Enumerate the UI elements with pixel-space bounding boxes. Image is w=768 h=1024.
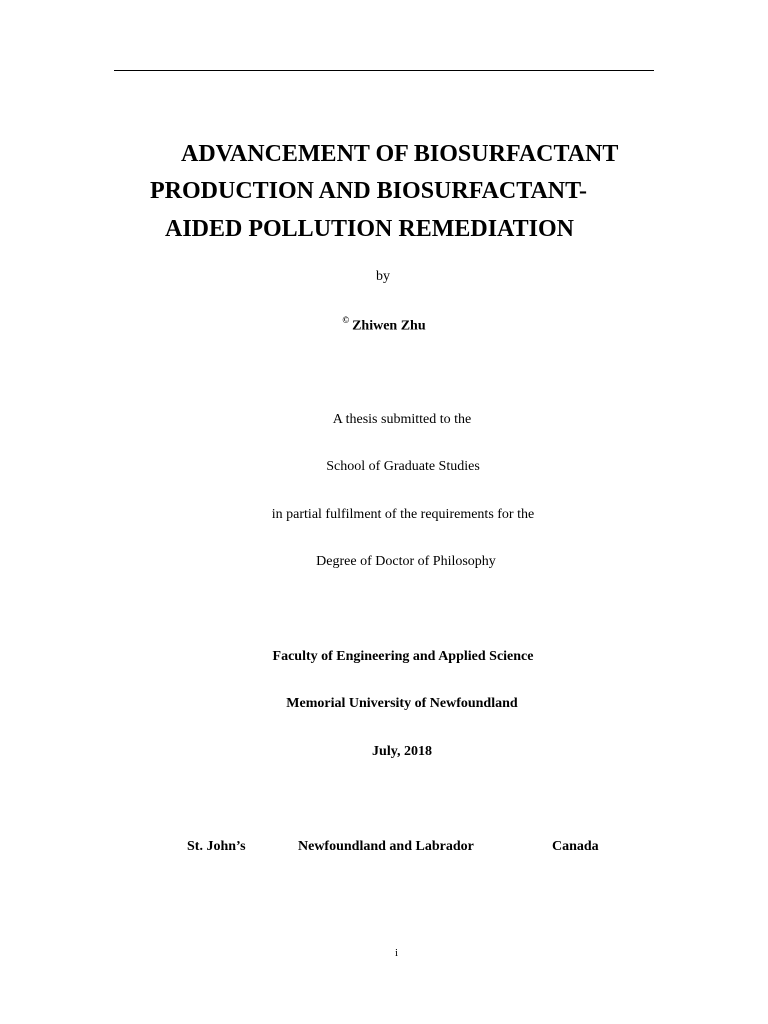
title-line-1: ADVANCEMENT OF BIOSURFACTANT [181,141,619,167]
author-line [0,317,768,334]
top-horizontal-rule [114,70,654,71]
location-city: St. John’s [187,839,246,854]
submission-line-2: School of Graduate Studies [326,459,480,474]
copyright-symbol: © [342,315,350,325]
faculty-name: Faculty of Engineering and Applied Science [272,649,534,664]
title-line-2: PRODUCTION AND BIOSURFACTANT- [150,178,587,204]
author-name: Zhiwen Zhu [352,318,426,334]
submission-line-1: A thesis submitted to the [332,412,472,427]
submission-date: July, 2018 [372,744,432,759]
page-number: i [395,947,399,959]
by-label: by [376,269,390,284]
title-line-3: AIDED POLLUTION REMEDIATION [165,216,574,242]
submission-line-3: in partial fulfilment of the requirements for the [271,507,535,522]
university-name: Memorial University of Newfoundland [286,696,518,711]
degree-line: Degree of Doctor of Philosophy [316,554,496,569]
location-province: Newfoundland and Labrador [298,839,474,854]
location-country: Canada [552,839,599,854]
